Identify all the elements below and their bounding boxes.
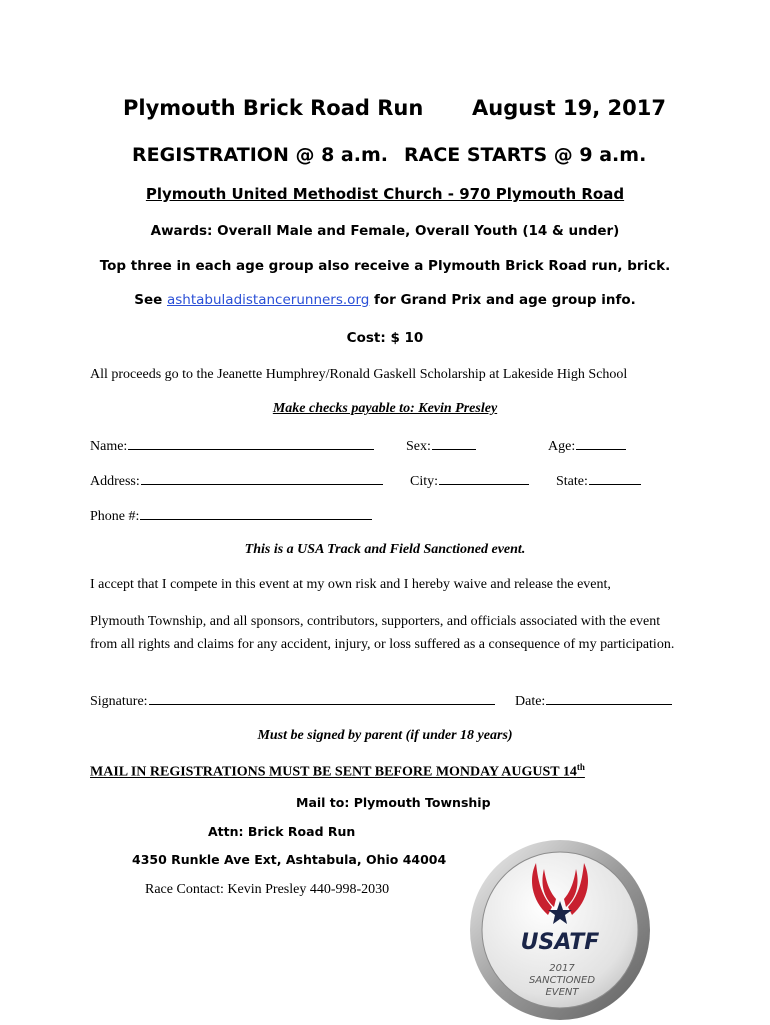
signature-line[interactable] [149,692,495,705]
event-title: Plymouth Brick Road Run [123,96,424,120]
race-contact: Race Contact: Kevin Presley 440-998-2030 [145,882,390,897]
mail-to: Mail to: Plymouth Township [296,795,491,810]
mail-address: 4350 Runkle Ave Ext, Ashtabula, Ohio 44004 [132,852,447,867]
seal-line1: SANCTIONED [528,975,596,986]
website-link[interactable]: ashtabuladistancerunners.org [167,292,370,308]
sex-field[interactable] [406,437,476,455]
age-field[interactable] [548,437,626,455]
cost-text: Cost: $ 10 [346,330,424,346]
name-label: Name: [90,439,128,454]
state-field[interactable] [556,472,641,490]
usatf-logo-text: USATF [520,930,600,955]
phone-label: Phone #: [90,509,140,524]
name-field[interactable] [90,437,374,455]
seal-year: 2017 [549,963,575,974]
sex-line[interactable] [432,437,476,450]
proceeds-text: All proceeds go to the Jeanette Humphrey/Ronald Gaskell Scholarship at Lakeside High School [90,367,628,382]
race-start-time: RACE STARTS @ 9 a.m. [404,144,647,166]
website-line [0,292,770,308]
waiver-release-text: Plymouth Township, and all sponsors, contributors, supporters, and officials associated with the event from all rights and claims for any accident, injury, or loss suffered as a consequence of my participation. [90,614,675,652]
mail-deadline-text: MAIL IN REGISTRATIONS MUST BE SENT BEFORE MONDAY AUGUST 14 [90,764,577,780]
mail-deadline-suffix: th [576,762,585,772]
age-label: Age: [548,439,576,454]
see-prefix: See [134,292,163,308]
state-line[interactable] [589,472,641,485]
address-label: Address: [90,474,140,489]
address-field[interactable] [90,472,383,490]
phone-line[interactable] [140,507,372,520]
state-label: State: [556,474,588,489]
event-location: Plymouth United Methodist Church - 970 Plymouth Road [145,185,625,203]
city-line[interactable] [439,472,529,485]
mail-attn: Attn: Brick Road Run [208,824,356,839]
signature-field[interactable] [90,692,495,710]
phone-field[interactable] [90,507,372,525]
city-label: City: [410,474,439,489]
date-field[interactable] [515,692,672,710]
see-suffix: for Grand Prix and age group info. [374,292,636,308]
sex-label: Sex: [406,439,431,454]
seal-line2: EVENT [545,987,579,998]
date-line[interactable] [546,692,672,705]
address-line[interactable] [141,472,383,485]
waiver-accept-text: I accept that I compete in this event at my own risk and I hereby waive and release the event, [90,577,611,592]
sanctioned-text: This is a USA Track and Field Sanctioned event. [244,542,526,557]
usatf-sanctioned-seal [470,835,650,1025]
city-field[interactable] [410,472,529,490]
signature-label: Signature: [90,694,148,709]
mail-deadline [90,762,585,781]
event-date: August 19, 2017 [472,96,666,120]
registration-time: REGISTRATION @ 8 a.m. [132,144,388,166]
checks-payable-text: Make checks payable to: Kevin Presley [272,401,498,416]
date-label: Date: [515,694,546,709]
awards-text: Awards: Overall Male and Female, Overall Youth (14 & under) [150,223,620,239]
parent-note: Must be signed by parent (if under 18 years) [257,728,513,743]
age-line[interactable] [576,437,626,450]
name-line[interactable] [128,437,374,450]
age-group-text: Top three in each age group also receive a Plymouth Brick Road run, brick. [99,258,671,274]
